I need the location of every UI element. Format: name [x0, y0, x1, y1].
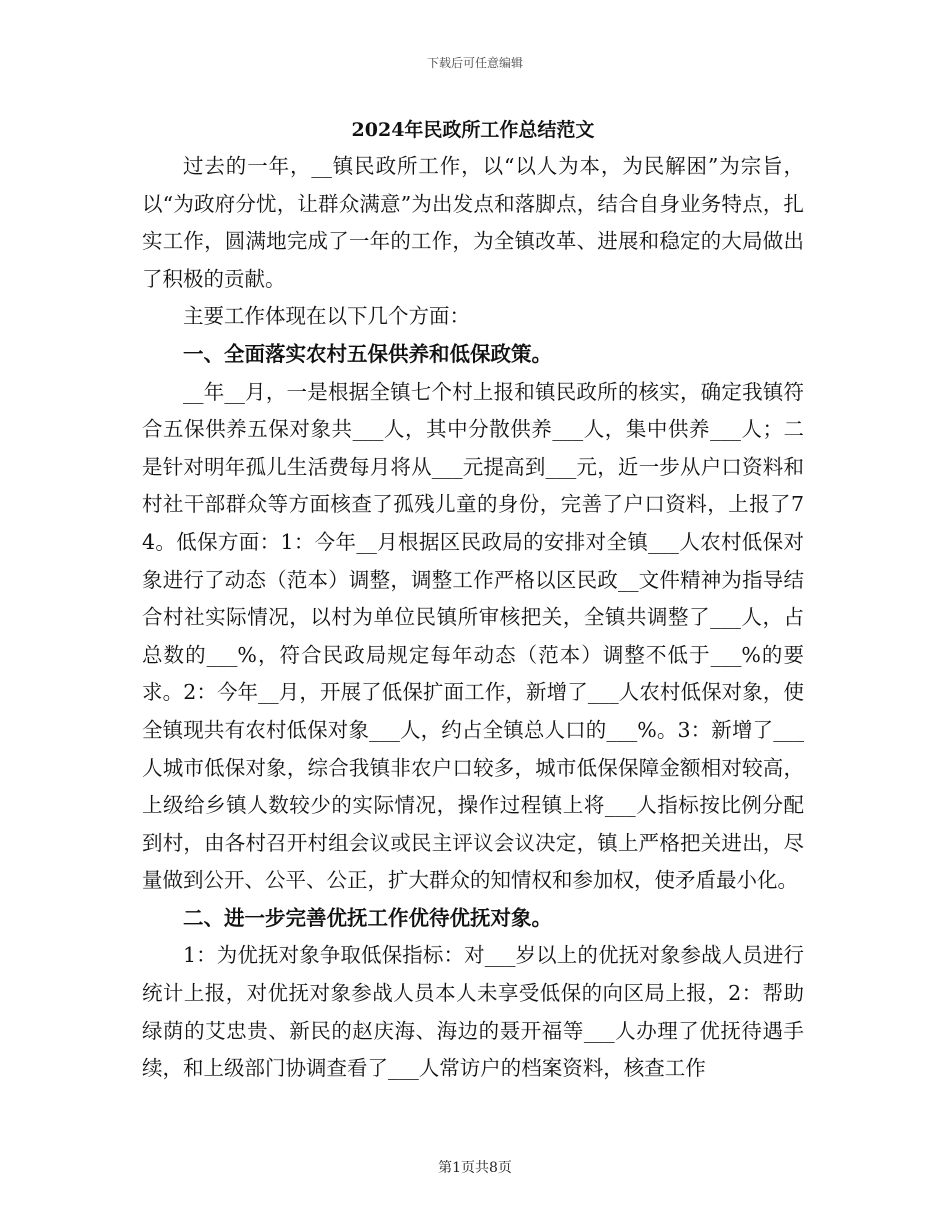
paragraph-intro: 过去的一年，__镇民政所工作，以“以人为本，为民解困”为宗旨，以“为政府分忧，让群众满意”为出发点和落脚点，结合自身业务特点，扎实工作，圆满地完成了一年的工作，为全镇改革、进展和稳定的大局做出了积极的贡献。 — [142, 154, 804, 291]
page-indicator: 第1页共8页 — [438, 1160, 512, 1176]
paragraph-overview: 主要工作体现在以下几个方面： — [183, 304, 470, 329]
paragraph-section-1: __年__月，一是根据全镇七个村上报和镇民政所的核实，确定我镇符合五保供养五保对象共___人，其中分散供养___人，集中供养___人；二是针对明年孤儿生活费每月将从___元提高到___元，近一步从户口资料和村社干部群众等方面核查了孤残儿童的身份，完善了户口资料，上报了74。低保方面：1：今年__月根据区民政局的安排对全镇___人农村低保对象进行了动态（范本）调整，调整工作严格以区民政__文件精神为指导结合村社实际情况，以村为单位民镇所审核把关，全镇共调整了___人，占总数的___%，符合民政局规定每年动态（范本）调整不低于___%的要求。2：今年__月，开展了低保扩面工作，新增了___人农村低保对象，使全镇现共有农村低保对象___人，约占全镇总人口的___%。3：新增了___人城市低保对象，综合我镇非农户口较多，城市低保保障金额相对较高，上级给乡镇人数较少的实际情况，操作过程镇上将___人指标按比例分配到村，由各村召开村组会议或民主评议会议决定，镇上严格把关进出，尽量做到公开、公平、公正，扩大群众的知情权和参加权，使矛盾最小化。 — [142, 379, 804, 893]
section-heading-2: 二、进一步完善优抚工作优待优抚对象。 — [183, 905, 552, 930]
header-note: 下载后可任意编辑 — [426, 56, 523, 70]
section-heading-1: 一、全面落实农村五保供养和低保政策。 — [183, 341, 552, 366]
paragraph-section-2: 1：为优抚对象争取低保指标：对___岁以上的优抚对象参战人员进行统计上报，对优抚对象参战人员本人未享受低保的向区局上报，2：帮助绿荫的艾忠贵、新民的赵庆海、海边的聂开福等___人办理了优抚待遇手续，和上级部门协调查看了___人常访户的档案资料，核查工作 — [142, 943, 804, 1081]
document-body — [142, 112, 804, 1088]
document-title: 2024年民政所工作总结范文 — [351, 119, 595, 141]
